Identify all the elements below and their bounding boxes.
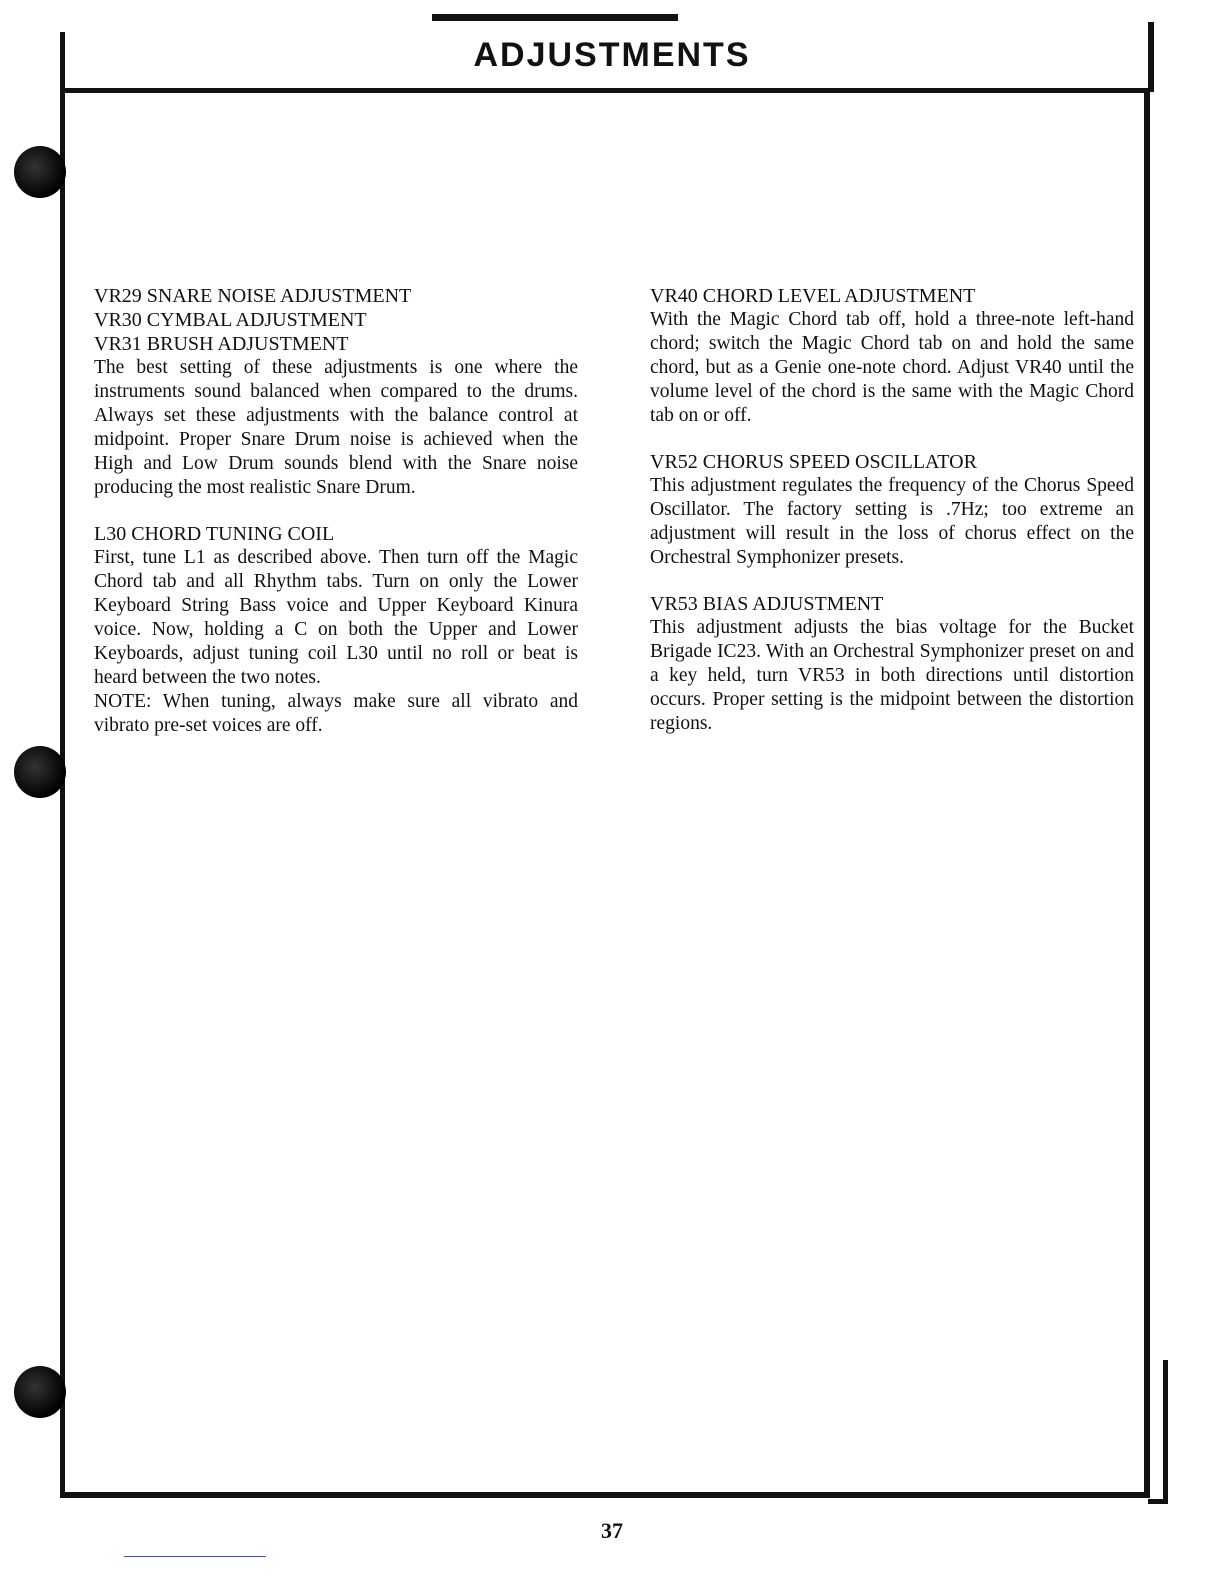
section-l30-chord-tuning bbox=[94, 522, 578, 738]
vr53-body: This adjustment adjusts the bias voltage for the Bucket Brigade IC23. With an Orchestral Symphonizer preset on and a key held, turn VR53 in both directions until distortion occurs. Proper setting is the midpoint between the distortion regions. bbox=[650, 617, 1134, 734]
page-number: 37 bbox=[601, 1518, 623, 1543]
heading-vr29: VR29 SNARE NOISE ADJUSTMENT bbox=[94, 285, 412, 307]
heading-vr53: VR53 BIAS ADJUSTMENT bbox=[650, 593, 884, 615]
heading-vr52: VR52 CHORUS SPEED OSCILLATOR bbox=[650, 451, 977, 473]
vr52-body: This adjustment regulates the frequency of the Chorus Speed Oscillator. The factory setting is .7Hz; too extreme an adjustment will result in the loss of chorus effect on the Orchestral Symphonizer presets. bbox=[650, 475, 1134, 568]
section-vr53 bbox=[650, 592, 1134, 736]
heading-vr30: VR30 CYMBAL ADJUSTMENT bbox=[94, 309, 367, 331]
vr40-body: With the Magic Chord tab off, hold a three-note left-hand chord; switch the Magic Chord tab on and hold the same chord, but as a Genie one-note chord. Adjust VR40 until the volume level of the chord is the same with the Magic Chord tab on or off. bbox=[650, 309, 1134, 426]
heading-l30: L30 CHORD TUNING COIL bbox=[94, 523, 335, 545]
heading-vr31: VR31 BRUSH ADJUSTMENT bbox=[94, 333, 349, 355]
right-column bbox=[650, 284, 1134, 758]
title-top-bar bbox=[432, 14, 678, 21]
binder-hole-top bbox=[14, 146, 66, 198]
header-right-rule bbox=[1148, 22, 1154, 92]
section-vr40 bbox=[650, 284, 1134, 428]
frame-corner-extension bbox=[1148, 1360, 1168, 1504]
binder-hole-middle bbox=[14, 746, 66, 798]
heading-vr40: VR40 CHORD LEVEL ADJUSTMENT bbox=[650, 285, 976, 307]
section-vr52 bbox=[650, 450, 1134, 570]
section-drum-adjustments bbox=[94, 284, 578, 500]
page-title: ADJUSTMENTS bbox=[473, 36, 751, 74]
left-column bbox=[94, 284, 578, 760]
footer-link-line bbox=[124, 1556, 266, 1557]
binder-hole-bottom bbox=[14, 1366, 66, 1418]
drum-adjustments-body: The best setting of these adjustments is one where the instruments sound balanced when compared to the drums. Always set these adjustments with the balance control at midpoint. Proper Snare Drum noise is achieved when the High and Low Drum sounds blend with the Snare noise producing the most realistic Snare Drum. bbox=[94, 357, 578, 498]
header-left-rule bbox=[60, 32, 65, 92]
tuning-note: NOTE: When tuning, always make sure all vibrato and vibrato pre-set voices are off. bbox=[94, 691, 578, 736]
l30-body: First, tune L1 as described above. Then turn off the Magic Chord tab and all Rhythm tabs. Turn on only the Lower Keyboard String Bass voice and Upper Keyboard Kinura voice. Now, holding a C on both the Upper and Lower Keyboards, adjust tuning coil L30 until no roll or beat is heard between the two notes. bbox=[94, 547, 578, 688]
